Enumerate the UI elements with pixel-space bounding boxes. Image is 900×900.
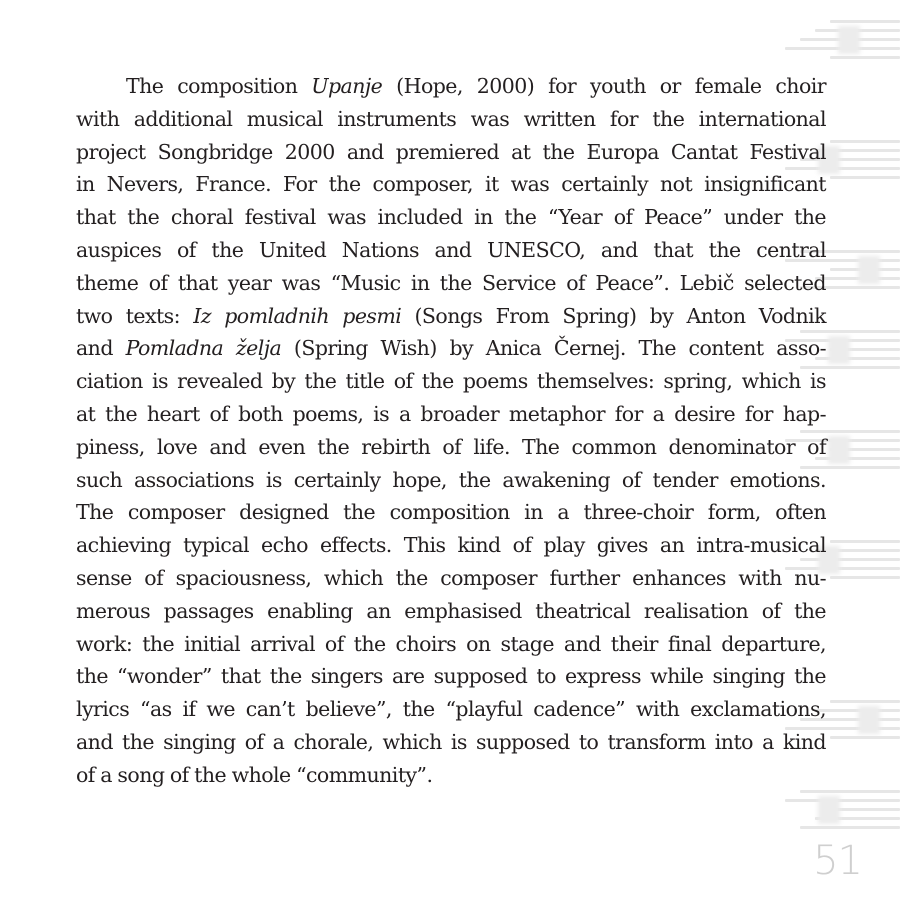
text-run: sense of spaciousness, which the composer further enhances with nu-: [76, 565, 826, 590]
page-number: 51: [813, 838, 862, 884]
text-line: [76, 628, 826, 661]
text-run: two texts:: [76, 303, 194, 328]
note-shape: [838, 26, 860, 54]
text-run: (Songs From Spring) by Anton Vodnik: [401, 303, 826, 328]
text-run: (Hope, 2000) for youth or female choir: [382, 74, 826, 98]
staff-line: [830, 56, 900, 59]
text-run: and the singing of a chorale, which is supposed to transform into a kind: [76, 729, 826, 754]
text-run: project Songbridge 2000 and premiered at the Europa Cantat Festival: [76, 139, 826, 164]
text-line: [76, 693, 826, 726]
text-run: achieving typical echo effects. This kind of play gives an intra-musical: [76, 533, 826, 558]
italic-title: Iz pomladnih pesmi: [193, 303, 402, 328]
text-run: in Nevers, France. For the composer, it was certainly not insignificant: [76, 172, 826, 197]
text-run: piness, love and even the rebirth of life. The common denominator of: [76, 434, 826, 459]
staff-line: [830, 20, 900, 23]
text-line: [76, 496, 826, 529]
staff-line: [830, 140, 900, 143]
text-run: of a song of the whole “community”.: [76, 762, 433, 787]
text-line: [76, 464, 826, 497]
italic-title: Pomladna želja: [125, 336, 282, 361]
text-run: work: the initial arrival of the choirs on stage and their final departure,: [76, 631, 826, 656]
staff-line: [830, 808, 900, 811]
note-shape: [858, 706, 880, 734]
text-line: [76, 136, 826, 169]
italic-title: Upanje: [311, 74, 383, 98]
text-line: [76, 332, 826, 365]
text-run: theme of that year was “Music in the Service of Peace”. Lebič selected: [76, 270, 826, 295]
text-run: with additional musical instruments was written for the international: [76, 106, 826, 131]
text-line: [76, 726, 826, 759]
note-shape: [828, 336, 850, 364]
text-run: that the choral festival was included in the “Year of Peace” under the: [76, 205, 826, 230]
text-line: [76, 365, 826, 398]
text-run: at the heart of both poems, is a broader metaphor for a desire for hap-: [76, 401, 826, 426]
note-shape: [858, 256, 880, 284]
text-run: merous passages enabling an emphasised theatrical realisation of the: [76, 598, 826, 623]
text-run: auspices of the United Nations and UNESCO, and that the central: [76, 237, 826, 262]
text-line: [76, 234, 826, 267]
staff-line: [830, 540, 900, 543]
text-run: The composition: [126, 74, 312, 98]
text-line: [76, 595, 826, 628]
note-shape: [818, 796, 840, 824]
text-line: [76, 70, 826, 103]
text-line: [76, 398, 826, 431]
text-line: [76, 300, 826, 333]
text-line: [76, 103, 826, 136]
text-run: such associations is certainly hope, the awakening of tender emotions.: [76, 467, 826, 492]
text-line: [76, 562, 826, 595]
staff-line: [830, 700, 900, 703]
text-line: [76, 529, 826, 562]
staff-line: [830, 736, 900, 739]
text-run: (Spring Wish) by Anica Černej. The content asso-: [281, 336, 826, 361]
text-run: and: [76, 336, 126, 361]
text-line: [76, 201, 826, 234]
text-run: lyrics “as if we can’t believe”, the “playful cadence” with exclamations,: [76, 697, 826, 722]
text-line: [76, 267, 826, 300]
staff-line: [800, 826, 900, 829]
text-line: [76, 660, 826, 693]
body-paragraph: [76, 70, 826, 792]
text-run: ciation is revealed by the title of the poems themselves: spring, which is: [76, 369, 826, 394]
text-run: The composer designed the composition in a three-choir form, often: [76, 500, 826, 525]
text-line: [76, 759, 826, 792]
note-shape: [828, 436, 850, 464]
text-line: [76, 168, 826, 201]
text-line: [76, 431, 826, 464]
staff-line: [830, 176, 900, 179]
staff-line: [785, 799, 900, 802]
staff-line: [830, 576, 900, 579]
text-run: the “wonder” that the singers are supposed to express while singing the: [76, 664, 826, 689]
